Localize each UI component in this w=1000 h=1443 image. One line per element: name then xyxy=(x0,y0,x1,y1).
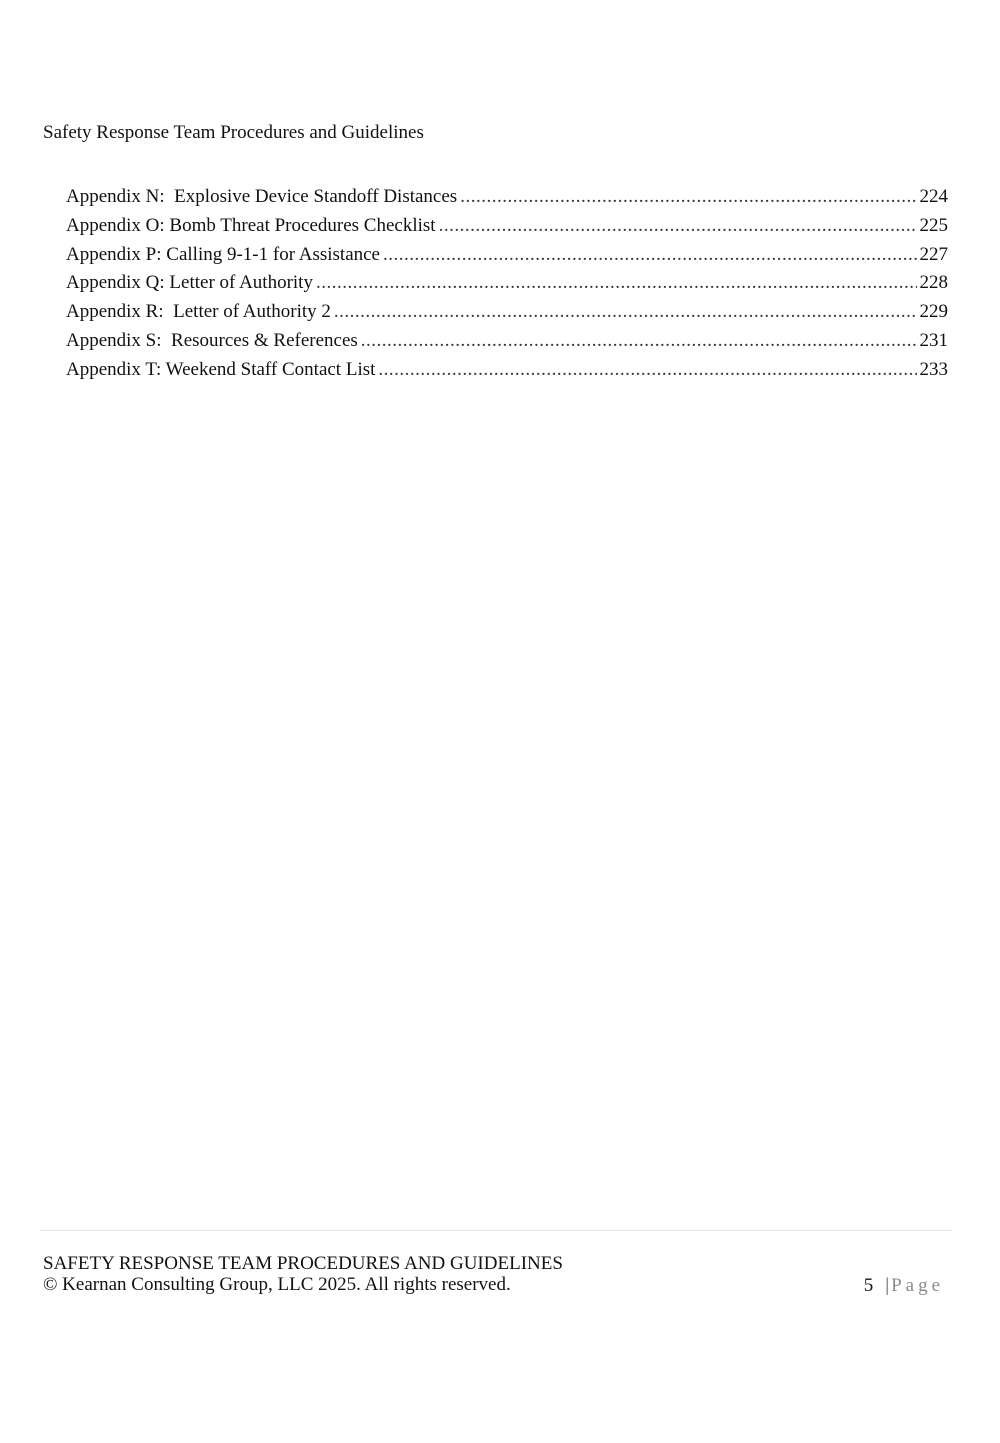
toc-dot-leader xyxy=(439,214,917,238)
toc-entry-page: 233 xyxy=(919,358,948,380)
toc-entry-appendix-s[interactable] xyxy=(66,329,948,358)
toc-dot-leader xyxy=(383,243,917,267)
toc-entry-label: Appendix R: Letter of Authority 2 xyxy=(66,301,331,323)
toc-entry-appendix-r[interactable] xyxy=(66,300,948,329)
page-number-marker xyxy=(864,1275,944,1297)
toc-entry-label: Appendix O: Bomb Threat Procedures Checklist xyxy=(66,214,436,236)
page-separator: | xyxy=(885,1275,890,1296)
footer-document-title: SAFETY RESPONSE TEAM PROCEDURES AND GUIDELINES xyxy=(43,1253,563,1274)
toc-entry-page: 229 xyxy=(919,301,948,323)
toc-entry-label: Appendix T: Weekend Staff Contact List xyxy=(66,358,376,380)
table-of-contents xyxy=(66,185,948,387)
toc-entry-appendix-t[interactable] xyxy=(66,358,948,387)
toc-entry-page: 224 xyxy=(919,186,948,207)
toc-entry-label: Appendix P: Calling 9-1-1 for Assistance xyxy=(66,243,380,265)
toc-dot-leader xyxy=(378,358,916,382)
toc-entry-page: 225 xyxy=(919,214,948,236)
footer-copyright: © Kearnan Consulting Group, LLC 2025. All rights reserved. xyxy=(43,1274,511,1295)
toc-entry-appendix-n[interactable] xyxy=(66,185,948,214)
page-number: 5 xyxy=(863,1275,874,1296)
running-header-title: Safety Response Team Procedures and Guidelines xyxy=(43,122,424,143)
toc-entry-appendix-o[interactable] xyxy=(66,214,948,243)
toc-entry-page: 231 xyxy=(919,329,948,351)
footer-divider xyxy=(40,1230,952,1231)
toc-dot-leader xyxy=(361,329,917,353)
page-word: Page xyxy=(891,1275,944,1296)
toc-entry-page: 227 xyxy=(919,243,948,265)
toc-entry-label: Appendix S: Resources & References xyxy=(66,329,358,351)
toc-entry-appendix-q[interactable] xyxy=(66,271,948,300)
toc-dot-leader xyxy=(460,185,916,209)
toc-dot-leader xyxy=(316,271,917,295)
toc-entry-appendix-p[interactable] xyxy=(66,243,948,272)
toc-dot-leader xyxy=(334,300,917,324)
toc-entry-page: 228 xyxy=(919,272,948,294)
toc-entry-label: Appendix Q: Letter of Authority xyxy=(66,272,313,294)
toc-entry-label: Appendix N: Explosive Device Standoff Distances xyxy=(66,186,458,207)
